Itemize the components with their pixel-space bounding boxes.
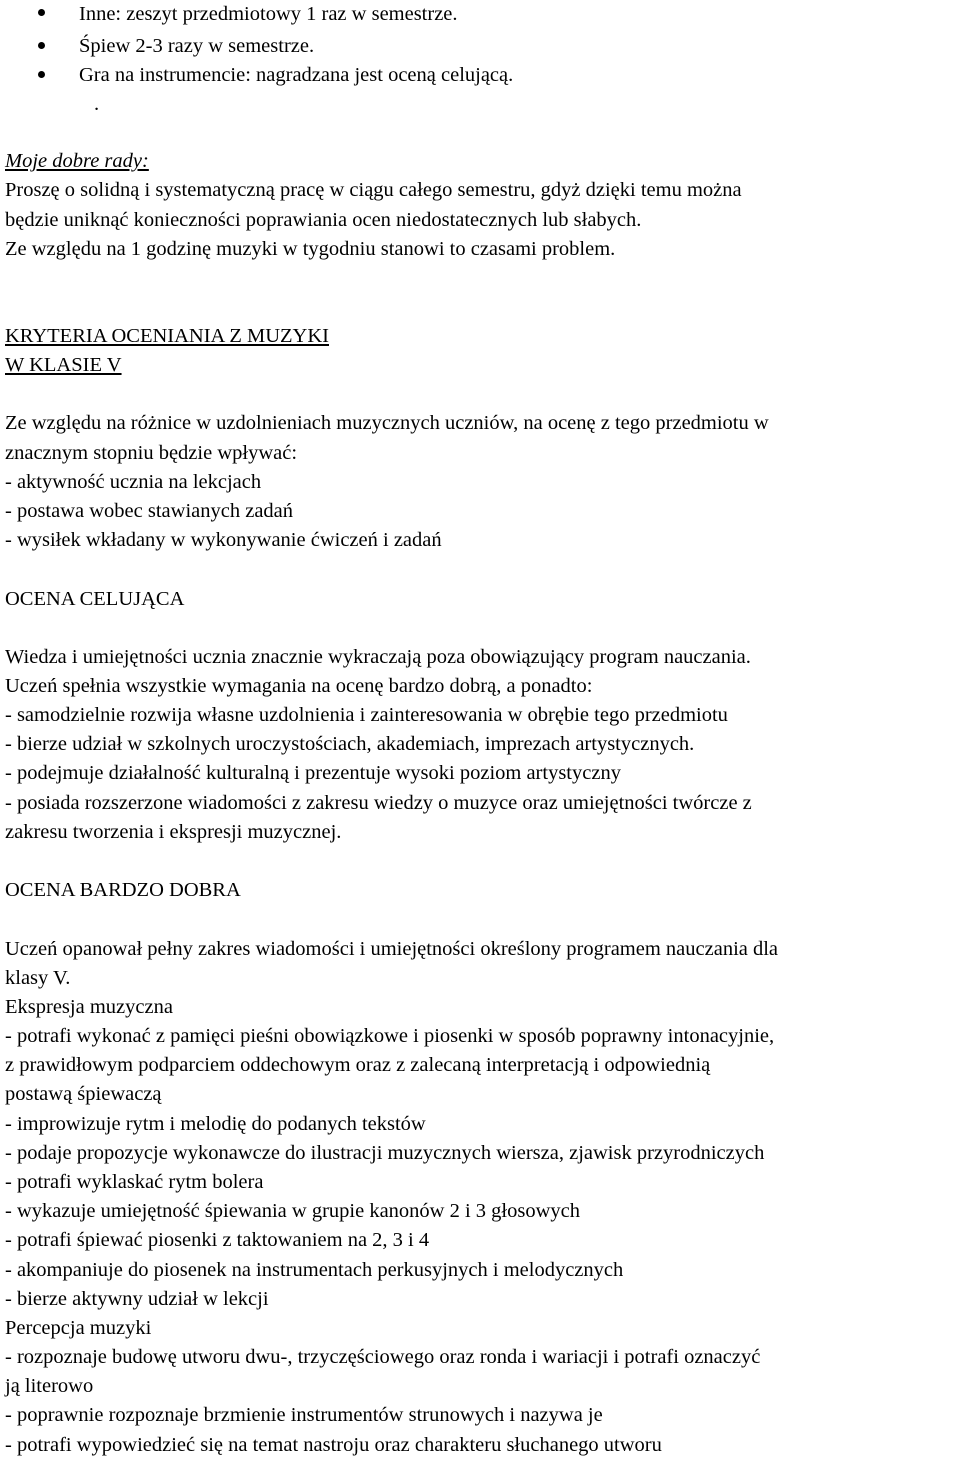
celujaca-line: - bierze udział w szkolnych uroczystościach, akademiach, imprezach artystycznych.: [5, 733, 695, 755]
bardzo-dobra-line: Ekspresja muzyczna: [5, 996, 173, 1018]
criteria-line: Ze względu na różnice w uzdolnieniach muzycznych uczniów, na ocenę z tego przedmiotu w: [5, 412, 769, 434]
bardzo-dobra-line: Percepcja muzyki: [5, 1317, 152, 1339]
bardzo-dobra-line: - potrafi wypowiedzieć się na temat nastroju oraz charakteru słuchanego utworu: [5, 1434, 662, 1456]
celujaca-line: Wiedza i umiejętności ucznia znacznie wykraczają poza obowiązujący program nauczania.: [5, 646, 751, 668]
celujaca-line: Uczeń spełnia wszystkie wymagania na ocenę bardzo dobrą, a ponadto:: [5, 675, 593, 697]
bardzo-dobra-line: - improwizuje rytm i melodię do podanych tekstów: [5, 1113, 426, 1135]
advice-line: Ze względu na 1 godzinę muzyki w tygodniu stanowi to czasami problem.: [5, 238, 616, 260]
bardzo-dobra-line: Uczeń opanował pełny zakres wiadomości i umiejętności określony programem nauczania dla: [5, 938, 779, 960]
bardzo-dobra-line: ją literowo: [5, 1375, 94, 1397]
celujaca-line: zakresu tworzenia i ekspresji muzycznej.: [5, 821, 342, 843]
celujaca-line: - posiada rozszerzone wiadomości z zakresu wiedzy o muzyce oraz umiejętności twórcze z: [5, 792, 752, 814]
bullet-dot-icon: [38, 9, 45, 16]
bardzo-dobra-line: - akompaniuje do piosenek na instrumentach perkusyjnych i melodycznych: [5, 1259, 624, 1281]
stray-dot: .: [94, 93, 100, 115]
celujaca-line: - samodzielnie rozwija własne uzdolnienia i zainteresowania w obrębie tego przedmiotu: [5, 704, 728, 726]
criteria-title: KRYTERIA OCENIANIA Z MUZYKI: [5, 325, 329, 347]
bardzo-dobra-line: z prawidłowym podparciem oddechowym oraz z zalecaną interpretacją i odpowiednią: [5, 1054, 711, 1076]
bardzo-dobra-line: - wykazuje umiejętność śpiewania w grupie kanonów 2 i 3 głosowych: [5, 1200, 581, 1222]
advice-line: będzie uniknąć konieczności poprawiania ocen niedostatecznych lub słabych.: [5, 209, 642, 231]
bardzo-dobra-line: - rozpoznaje budowę utworu dwu-, trzyczęściowego oraz ronda i wariacji i potrafi oznaczyć: [5, 1346, 761, 1368]
advice-heading: Moje dobre rady:: [5, 150, 149, 172]
bullet-dot-icon: [38, 71, 45, 78]
section-heading-celujaca: OCENA CELUJĄCA: [5, 588, 185, 610]
bullet-item: Gra na instrumencie: nagradzana jest oceną celującą.: [79, 64, 514, 86]
criteria-line: - postawa wobec stawianych zadań: [5, 500, 294, 522]
bardzo-dobra-line: - bierze aktywny udział w lekcji: [5, 1288, 269, 1310]
bardzo-dobra-line: postawą śpiewaczą: [5, 1083, 162, 1105]
bullet-dot-icon: [38, 42, 45, 49]
criteria-line: - wysiłek wkładany w wykonywanie ćwiczeń i zadań: [5, 529, 442, 551]
bardzo-dobra-line: klasy V.: [5, 967, 71, 989]
bardzo-dobra-line: - potrafi wykonać z pamięci pieśni obowiązkowe i piosenki w sposób poprawny intonacyjnie,: [5, 1025, 775, 1047]
bardzo-dobra-line: - podaje propozycje wykonawcze do ilustracji muzycznych wiersza, zjawisk przyrodniczych: [5, 1142, 765, 1164]
section-heading-bardzo-dobra: OCENA BARDZO DOBRA: [5, 879, 241, 901]
bardzo-dobra-line: - potrafi wyklaskać rytm bolera: [5, 1171, 264, 1193]
criteria-line: - aktywność ucznia na lekcjach: [5, 471, 262, 493]
bardzo-dobra-line: - potrafi śpiewać piosenki z taktowaniem na 2, 3 i 4: [5, 1229, 430, 1251]
bullet-item: Inne: zeszyt przedmiotowy 1 raz w semestrze.: [79, 3, 458, 25]
celujaca-line: - podejmuje działalność kulturalną i prezentuje wysoki poziom artystyczny: [5, 762, 621, 784]
criteria-line: znacznym stopniu będzie wpływać:: [5, 442, 298, 464]
criteria-subtitle: W KLASIE V: [5, 354, 122, 376]
bardzo-dobra-line: - poprawnie rozpoznaje brzmienie instrumentów strunowych i nazywa je: [5, 1404, 603, 1426]
advice-line: Proszę o solidną i systematyczną pracę w ciągu całego semestru, gdyż dzięki temu można: [5, 179, 742, 201]
bullet-item: Śpiew 2-3 razy w semestrze.: [79, 35, 315, 57]
